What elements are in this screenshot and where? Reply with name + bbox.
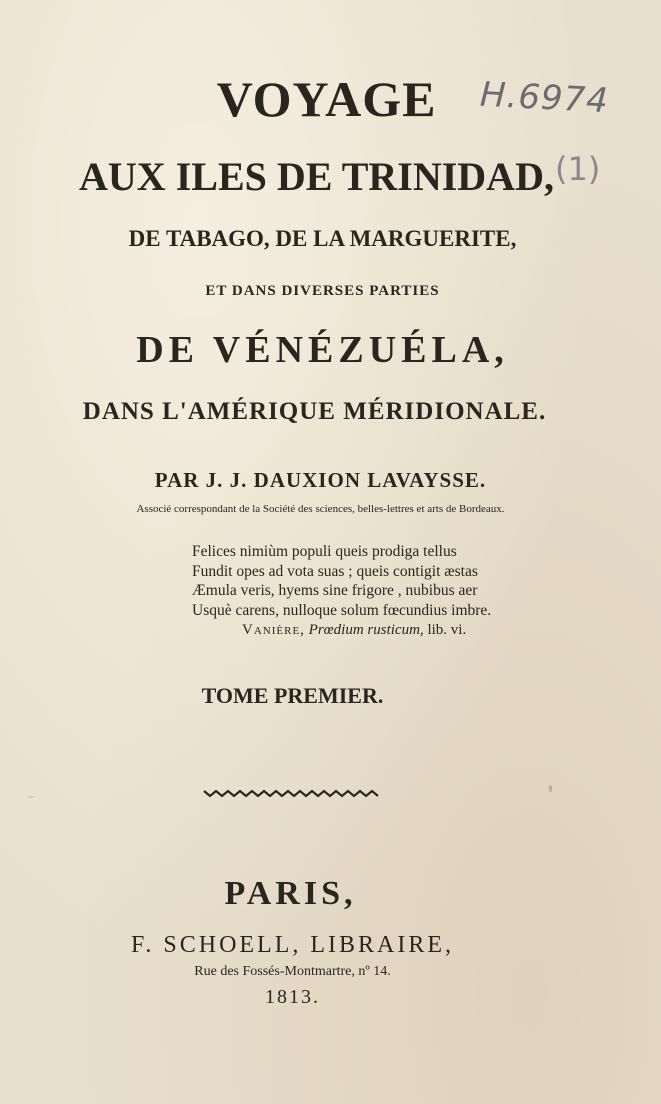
handwritten-volume-mark: (1) [555,150,601,188]
epigraph-attribution [242,622,466,639]
epigraph-line: Felices nimiùm populi queis prodiga tellus [192,543,457,560]
title-line-voyage: VOYAGE [216,71,437,127]
volume-label: TOME PREMIER. [201,683,384,708]
imprint-publisher: F. SCHOELL, LIBRAIRE, [130,932,455,958]
author-affiliation: Associé correspondant de la Société des sciences, belles-lettres et arts de Bordeaux. [136,503,505,515]
epigraph-line: Æmula veris, hyems sine frigore , nubibus aer [192,582,478,599]
epigraph-line: Fundit opes ad vota suas ; queis contigit æstas [192,562,478,580]
author-name: PAR J. J. DAUXION LAVAYSSE. [154,468,487,492]
epigraph [192,542,552,620]
title-line-tabago: DE TABAGO, DE LA MARGUERITE, [128,226,517,251]
epigraph-line: Usquè carens, nulloque solum fœcundius imbre. [192,601,492,619]
title-line-parties: ET DANS DIVERSES PARTIES [205,283,440,299]
attribution-work: Prœdium rusticum, [308,622,424,638]
imprint-address: Rue des Fossés-Montmartre, nº 14. [194,964,391,979]
attribution-reference: lib. vi. [427,622,467,638]
ornament-rule-icon [202,787,382,799]
paper-spot [28,796,34,798]
title-line-amerique: DANS L'AMÉRIQUE MÉRIDIONALE. [82,398,547,425]
handwritten-shelfmark: H.6974 [479,74,610,122]
paper-spot [470,355,473,358]
paper-spot [549,785,552,792]
imprint-year: 1813. [265,986,320,1008]
imprint-city: PARIS, [224,875,357,912]
title-line-trinidad: AUX ILES DE TRINIDAD, [79,154,554,199]
title-line-venezuela: DE VÉNÉZUÉLA, [136,329,509,371]
attribution-author: Vanière, [242,622,305,638]
